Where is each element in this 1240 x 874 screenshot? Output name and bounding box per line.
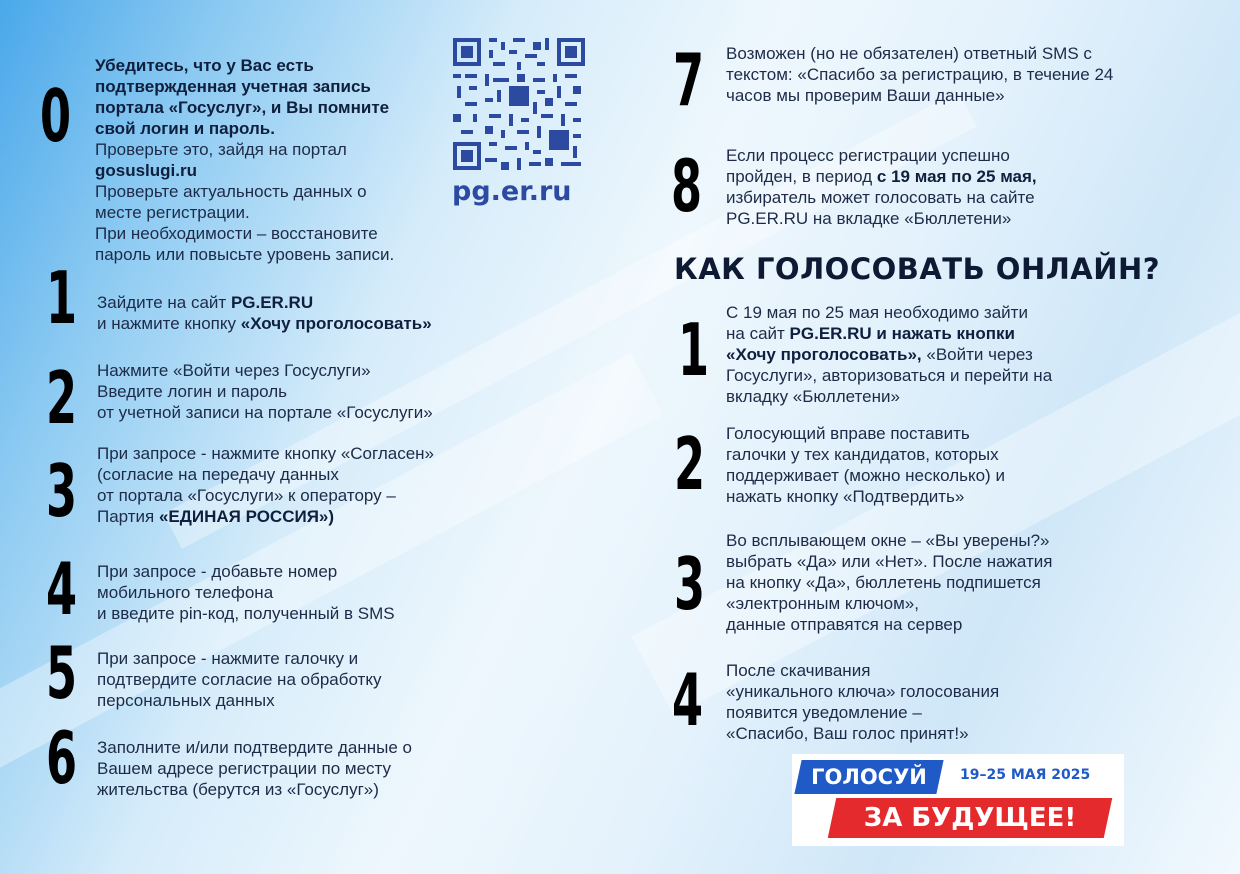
step-2-line: от учетной записи на портале «Госуслуги»	[97, 403, 433, 422]
step-3-line: (согласие на передачу данных	[97, 465, 339, 484]
online-step-3-text	[726, 530, 1053, 635]
online-step-2-text	[726, 423, 1005, 507]
online-step-1-line: С 19 мая по 25 мая необходимо зайти	[726, 303, 1028, 322]
qr-url-label: pg.er.ru	[452, 176, 572, 207]
online-step-1-line: вкладку «Бюллетени»	[726, 387, 900, 406]
online-step-4-line: появится уведомление –	[726, 703, 922, 722]
step-number-5: 5	[46, 631, 78, 715]
step-0-line: Проверьте актуальность данных о	[95, 182, 367, 201]
online-step-4-text	[726, 660, 999, 744]
step-number-3: 3	[46, 449, 78, 533]
step-0-line: Проверьте это, зайдя на портал	[95, 140, 347, 159]
campaign-logo	[792, 754, 1124, 846]
step-8-line: пройден, в период с 19 мая по 25 мая,	[726, 167, 1037, 186]
online-step-number-1: 1	[678, 308, 710, 392]
logo-red-band	[828, 798, 1113, 838]
step-number-2: 2	[46, 356, 78, 440]
logo-blue-band	[794, 760, 943, 794]
step-6-text	[97, 737, 412, 800]
online-step-2-line: нажать кнопку «Подтвердить»	[726, 487, 965, 506]
step-0-text	[95, 55, 394, 265]
online-step-3-line: данные отправятся на сервер	[726, 615, 963, 634]
online-step-4-line: После скачивания	[726, 661, 871, 680]
step-8-text	[726, 145, 1037, 229]
step-number-7: 7	[673, 38, 705, 122]
step-0-line: пароль или повысьте уровень записи.	[95, 245, 395, 264]
step-number-4: 4	[46, 547, 78, 631]
step-number-1: 1	[46, 256, 78, 340]
step-2-line: Нажмите «Войти через Госуслуги»	[97, 361, 371, 380]
gosuslugi-link-text: gosuslugi.ru	[95, 161, 197, 180]
online-step-2-line: поддерживает (можно несколько) и	[726, 466, 1005, 485]
step-4-line: и введите pin-код, полученный в SMS	[97, 604, 395, 623]
step-5-line: При запросе - нажмите галочку и	[97, 649, 359, 668]
logo-bottom-word: ЗА БУДУЩЕЕ!	[863, 803, 1077, 833]
logo-top-word: ГОЛОСУЙ	[811, 765, 927, 789]
step-3-line: Партия «ЕДИНАЯ РОССИЯ»)	[97, 507, 335, 526]
step-3-line: При запросе - нажмите кнопку «Согласен»	[97, 444, 435, 463]
step-0-line: подтвержденная учетная запись	[95, 77, 371, 96]
step-0-line: При необходимости – восстановите	[95, 224, 378, 243]
step-number-0: 0	[40, 74, 72, 158]
online-step-4-line: «уникального ключа» голосования	[726, 682, 1000, 701]
step-8-line: Если процесс регистрации успешно	[726, 146, 1010, 165]
step-number-8: 8	[671, 144, 703, 228]
step-0-line: портала «Госуслуг», и Вы помните	[95, 98, 390, 117]
step-5-line: подтвердите согласие на обработку	[97, 670, 382, 689]
online-step-4-line: «Спасибо, Ваш голос принят!»	[726, 724, 969, 743]
step-7-line: Возможен (но не обязателен) ответный SMS с	[726, 44, 1092, 63]
step-5-text	[97, 648, 381, 711]
step-3-text	[97, 443, 434, 527]
step-4-text	[97, 561, 395, 624]
step-3-line: от портала «Госуслуги» к оператору –	[97, 486, 396, 505]
online-step-3-line: Во всплывающем окне – «Вы уверены?»	[726, 531, 1050, 550]
step-7-text	[726, 43, 1113, 106]
step-6-line: жительства (берутся из «Госуслуг»)	[97, 780, 379, 799]
step-4-line: При запросе - добавьте номер	[97, 562, 338, 581]
online-step-3-line: на кнопку «Да», бюллетень подпишется	[726, 573, 1041, 592]
step-8-line: PG.ER.RU на вкладке «Бюллетени»	[726, 209, 1012, 228]
step-0-line: свой логин и пароль.	[95, 119, 275, 138]
online-step-2-line: Голосующий вправе поставить	[726, 424, 970, 443]
step-1-text	[97, 292, 432, 334]
online-step-1-line: «Хочу проголосовать», «Войти через	[726, 345, 1033, 364]
step-number-6: 6	[46, 716, 78, 800]
online-step-1-line: на сайт PG.ER.RU и нажать кнопки	[726, 324, 1015, 343]
step-0-line: Убедитесь, что у Вас есть	[95, 56, 314, 75]
step-6-line: Заполните и/или подтвердите данные о	[97, 738, 412, 757]
step-4-line: мобильного телефона	[97, 583, 274, 602]
step-1-line: Зайдите на сайт PG.ER.RU	[97, 293, 314, 312]
step-6-line: Вашем адресе регистрации по месту	[97, 759, 392, 778]
qr-code	[453, 38, 585, 170]
step-7-line: часов мы проверим Ваши данные»	[726, 86, 1005, 105]
online-step-1-line: Госуслуги», авторизоваться и перейти на	[726, 366, 1053, 385]
online-step-number-4: 4	[672, 658, 704, 742]
online-step-3-line: выбрать «Да» или «Нет». После нажатия	[726, 552, 1053, 571]
online-voting-heading: КАК ГОЛОСОВАТЬ ОНЛАЙН?	[674, 252, 1161, 286]
step-0-line: месте регистрации.	[95, 203, 250, 222]
logo-dates: 19–25 МАЯ 2025	[960, 767, 1091, 783]
online-step-number-3: 3	[674, 542, 706, 626]
step-5-line: персональных данных	[97, 691, 275, 710]
online-step-number-2: 2	[674, 422, 706, 506]
online-step-1-text	[726, 302, 1052, 407]
step-1-line: и нажмите кнопку «Хочу проголосовать»	[97, 314, 432, 333]
step-2-text	[97, 360, 433, 423]
step-2-line: Введите логин и пароль	[97, 382, 288, 401]
online-step-2-line: галочки у тех кандидатов, которых	[726, 445, 999, 464]
step-8-line: избиратель может голосовать на сайте	[726, 188, 1035, 207]
step-7-line: текстом: «Спасибо за регистрацию, в течение 24	[726, 65, 1114, 84]
online-step-3-line: «электронным ключом»,	[726, 594, 919, 613]
